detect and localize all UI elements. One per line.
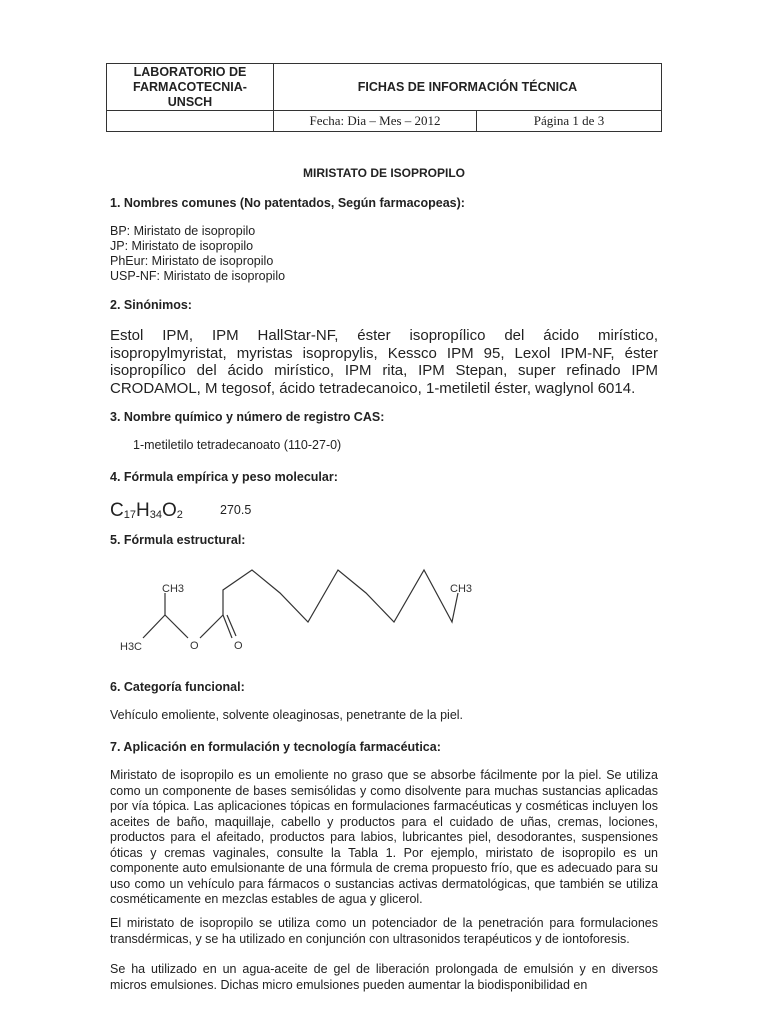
ch3-end-label: CH3 bbox=[450, 583, 473, 595]
section-1-heading: 1. Nombres comunes (No patentados, Según farmacopeas): bbox=[110, 196, 465, 210]
empty-cell bbox=[107, 111, 274, 132]
application-paragraph: Se ha utilizado en un agua-aceite de gel de liberación prolongada de emulsión y en diversos micros emulsiones. Dichas micro emulsiones pueden aumentar la biodisponibilidad en bbox=[110, 962, 658, 992]
list-item: USP-NF: Miristato de isopropilo bbox=[110, 269, 286, 283]
structural-formula-diagram bbox=[110, 560, 490, 660]
bond bbox=[227, 615, 236, 636]
application-paragraph: El miristato de isopropilo se utiliza como un potenciador de la penetración para formulaciones transdérmicas, y se ha utilizado en conjunción con ultrasonidos terapéuticos y de iontoforesis. bbox=[110, 916, 658, 946]
ch3-top-label: CH3 bbox=[162, 583, 185, 595]
carbon-chain bbox=[223, 570, 458, 622]
molecular-weight: 270.5 bbox=[220, 503, 252, 517]
application-paragraph: Miristato de isopropilo es un emoliente no graso que se absorbe fácilmente por la piel. Se utiliza como un componente de bases semisólidas y como disolvente para muchas sustancias aplicadas por vía tópica. Las aplicaciones tópicas en formulaciones farmacéuticas y cosméticas incluyen los aceites de baño, maquillaje, cabello y productos para el cuidado de uñas, cremas, lociones, productos para el afeitado, productos para labios, lubricantes piel, desodorantes, suspensiones óticas y cremas vaginales, consulte la Tabla 1. Por ejemplo, miristato de isopropilo es un componente auto emulsionante de una fórmula de crema propuesto frío, que es adecuado para su uso como un vehículo para fármacos o sustancias activas dermatológicas, que también se utiliza cosméticamente en mezclas estables de agua y glicerol. bbox=[110, 768, 658, 906]
document-title: MIRISTATO DE ISOPROPILO bbox=[302, 166, 465, 180]
ester-oxygen-label: O bbox=[190, 640, 199, 652]
section-4-heading: 4. Fórmula empírica y peso molecular: bbox=[110, 470, 338, 484]
lab-name: LABORATORIO DE FARMACOTECNIA- UNSCH bbox=[107, 64, 274, 111]
bond bbox=[200, 615, 223, 638]
section-3-heading: 3. Nombre químico y número de registro CAS: bbox=[110, 410, 385, 424]
section-2-heading: 2. Sinónimos: bbox=[110, 298, 192, 312]
list-item: JP: Miristato de isopropilo bbox=[110, 239, 254, 253]
h3c-label: H3C bbox=[120, 641, 143, 653]
list-item: PhEur: Miristato de isopropilo bbox=[110, 254, 274, 268]
section-6-heading: 6. Categoría funcional: bbox=[110, 680, 245, 694]
empirical-formula: $C_{17}H_{34}O_2$ bbox=[110, 500, 183, 521]
carbonyl-oxygen-label: O bbox=[234, 640, 243, 652]
section-5-heading: 5. Fórmula estructural: bbox=[110, 533, 246, 547]
functional-category-text: Vehículo emoliente, solvente oleaginosas, penetrante de la piel. bbox=[110, 708, 464, 722]
bond bbox=[165, 615, 188, 638]
document-type: FICHAS DE INFORMACIÓN TÉCNICA bbox=[274, 64, 662, 111]
synonyms-text: Estol IPM, IPM HallStar-NF, éster isopropílico del ácido mirístico, isopropylmyristat, myristas isopropylis, Kessco IPM 95, Lexol IPM-NF, éster isopropílico del ácido mirístico, IPM rita, IPM Stepan, super refinado IPM CRODAMOL, M tegosof, ácido tetradecanoico, 1-metiletil éster, waglynol 6014. bbox=[110, 327, 658, 397]
bond bbox=[223, 615, 232, 638]
list-item: BP: Miristato de isopropilo bbox=[110, 224, 256, 238]
header-table bbox=[106, 63, 662, 132]
common-names-list bbox=[110, 224, 285, 284]
bond bbox=[143, 615, 165, 638]
page-number: Página 1 de 3 bbox=[477, 111, 662, 132]
section-7-heading: 7. Aplicación en formulación y tecnología farmacéutica: bbox=[110, 740, 441, 754]
date-cell: Fecha: Dia – Mes – 2012 bbox=[274, 111, 477, 132]
chemical-name: 1-metiletilo tetradecanoato (110-27-0) bbox=[133, 438, 342, 452]
